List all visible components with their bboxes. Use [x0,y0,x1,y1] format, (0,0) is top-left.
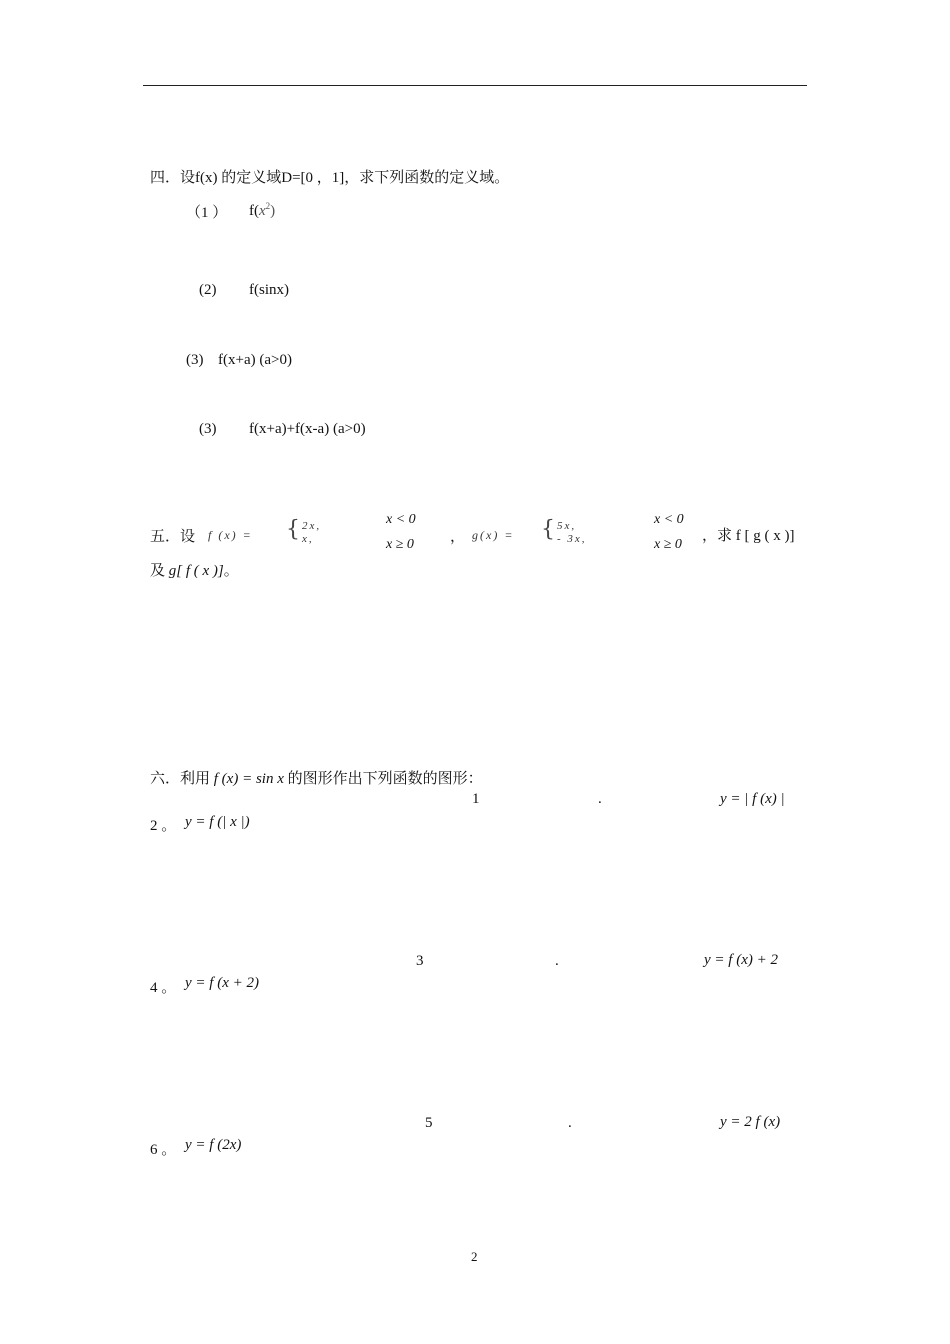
q5-f-case1: 2x, [302,520,322,532]
q5-f-name: f (x) = [208,528,253,542]
q5-line2 [150,559,239,580]
q5-f-case2: x, [302,533,314,545]
q5-line2-prefix: 及 [150,563,169,579]
q5-g-cond2: x ≥ 0 [654,537,682,552]
q6-n4: 4 。 [150,980,177,996]
q4-item1-func-arg: x [259,203,266,219]
q4-item4-label: (3) [199,421,217,437]
q6-dot5: . [568,1115,572,1131]
q6-intro [150,767,483,788]
q4-item1-func [249,201,275,220]
q5-line2-expr: g[ f ( x )] [168,563,224,579]
q5-line2-suffix: 。 [223,563,239,579]
q6-e4: y = f (x + 2) [185,975,259,991]
q4-item1-func-exp: 2 [265,201,271,211]
q4-item3-label: (3) [186,352,204,368]
q6-dot1: . [598,791,602,807]
q5-comma: ， [450,529,466,545]
q5-f-brace: { [286,517,300,542]
q5-ask: ，求 f [ g ( x )] [702,528,795,544]
q5-g-cond1: x < 0 [654,512,684,527]
q6-intro-suffix: 的图形作出下列函数的图形： [283,771,483,787]
q4-item1-func-prefix: f( [249,203,259,219]
q6-n6: 6 。 [150,1142,177,1158]
q5-prefix: 五．设 [150,529,196,545]
header-rule [143,85,807,86]
q6-dot3: . [555,953,559,969]
q6-n1: 1 [472,791,480,807]
q6-n5: 5 [425,1115,433,1131]
q6-e3: y = f (x) + 2 [704,952,778,968]
q5-g-case2: - 3x, [557,533,587,545]
q4-item4-func: f(x+a)+f(x-a) (a>0) [249,421,366,437]
q4-item3-func: f(x+a) (a>0) [218,352,292,368]
q5-g-case1: 5x, [557,520,577,532]
q4-item2-func: f(sinx) [249,282,289,298]
q6-e6: y = f (2x) [185,1137,242,1153]
q6-e2: y = f (| x |) [185,814,250,830]
q4-item1-func-suffix: ) [270,203,276,219]
q6-e5: y = 2 f (x) [720,1114,781,1130]
q6-intro-expr: f (x) = sin x [213,771,284,787]
q6-intro-prefix: 六．利用 [150,771,214,787]
q5-f-cond1: x < 0 [386,512,416,527]
q4-item2-label: (2) [199,282,217,298]
q5-g-brace: { [541,517,555,542]
q6-n2: 2 。 [150,818,177,834]
q4-item1-label: （1 ） [186,205,228,221]
q4-intro: 四．设f(x) 的定义域D=[0 ，1]，求下列函数的定义域。 [150,170,510,186]
q5-g-name: g(x) = [472,528,515,542]
q6-e1: y = | f (x) | [720,791,785,807]
q6-n3: 3 [416,953,424,969]
q5-f-cond2: x ≥ 0 [386,537,414,552]
page-number: 2 [471,1249,478,1264]
